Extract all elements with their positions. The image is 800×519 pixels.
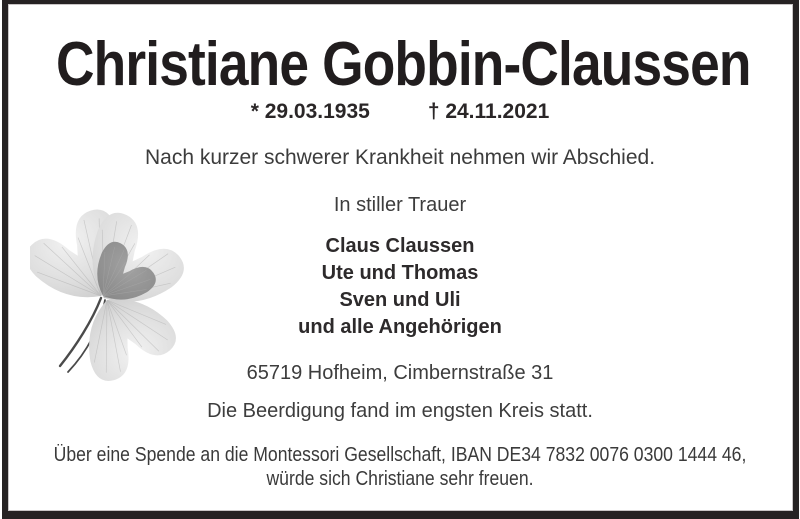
address-line: 65719 Hofheim, Cimbernstraße 31	[246, 362, 554, 384]
burial-note: Die Beerdigung fand im engsten Kreis statt.	[207, 400, 593, 422]
deceased-name: Christiane Gobbin-Claussen	[56, 30, 751, 99]
mourner-name: Claus Claussen	[325, 235, 475, 257]
mourner-name: Ute und Thomas	[321, 262, 479, 284]
donation-line-1: Über eine Spende an die Montessori Gesellschaft, IBAN DE34 7832 0076 0300 1444 46,	[53, 444, 747, 466]
intro-line: Nach kurzer schwerer Krankheit nehmen wir Abschied.	[144, 146, 656, 169]
donation-note	[48, 443, 752, 491]
mourner-name: Sven und Uli	[339, 289, 461, 311]
mourner-name: und alle Angehörigen	[298, 316, 502, 338]
mourners-list	[0, 233, 800, 341]
mourning-phrase: In stiller Trauer	[333, 194, 467, 216]
donation-line-2: würde sich Christiane sehr freuen.	[266, 468, 534, 490]
death-date: † 24.11.2021	[427, 100, 550, 123]
birth-date: * 29.03.1935	[250, 100, 370, 123]
life-dates	[0, 100, 800, 124]
